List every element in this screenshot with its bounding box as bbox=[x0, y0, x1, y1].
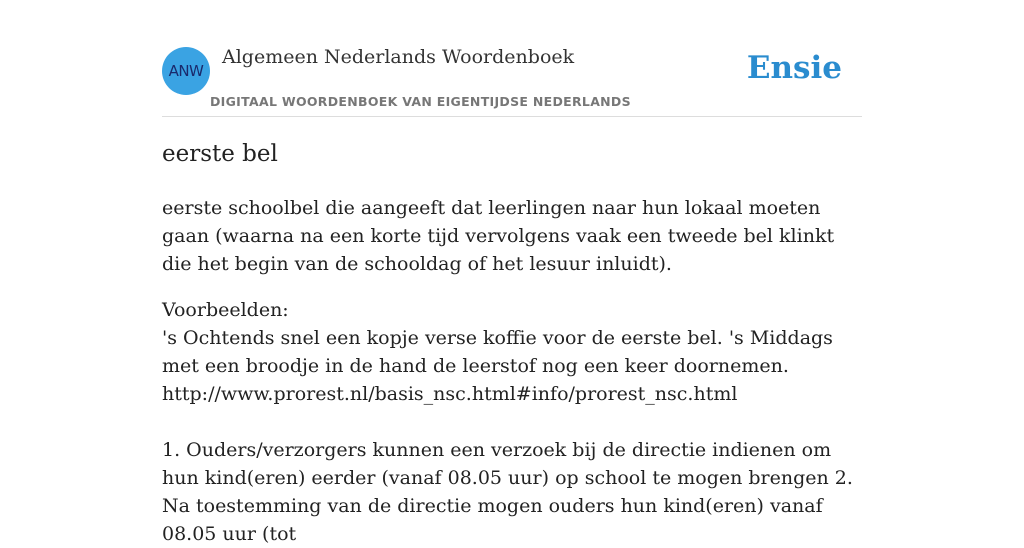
example-source: http://www.prorest.nl/basis_nsc.html#info/prorest_nsc.html bbox=[162, 383, 738, 405]
site-title[interactable]: Algemeen Nederlands Woordenboek bbox=[222, 46, 575, 68]
entry-definition: eerste schoolbel die aangeeft dat leerlingen naar hun lokaal moeten gaan (waarna na een korte tijd vervolgens vaak een tweede bel klinkt die het begin van de schooldag of het lesuur inluidt). bbox=[162, 197, 835, 275]
example-text: 's Ochtends snel een kopje verse koffie voor de eerste bel. 's Middags met een broodje in de hand de leerstof nog een keer doornemen. bbox=[162, 327, 833, 377]
anw-logo[interactable]: ANW bbox=[162, 47, 210, 95]
examples-label: Voorbeelden: bbox=[162, 299, 289, 321]
example-text: 1. Ouders/verzorgers kunnen een verzoek bij de directie indienen om hun kind(eren) eerder (vanaf 08.05 uur) op school te mogen brengen 2. Na toestemming van de directie mogen ouders hun kind(eren) vanaf 08.05 uur (tot bbox=[162, 439, 853, 545]
entry-content bbox=[162, 138, 864, 548]
ensie-brand-link[interactable]: Ensie bbox=[746, 50, 842, 86]
entry-headword: eerste bel bbox=[162, 141, 278, 167]
site-subtitle: DIGITAAL WOORDENBOEK VAN EIGENTIJDSE NEDERLANDS bbox=[210, 94, 631, 109]
entry-examples bbox=[162, 296, 864, 548]
site-header bbox=[162, 40, 862, 117]
example-spacer bbox=[162, 408, 864, 436]
